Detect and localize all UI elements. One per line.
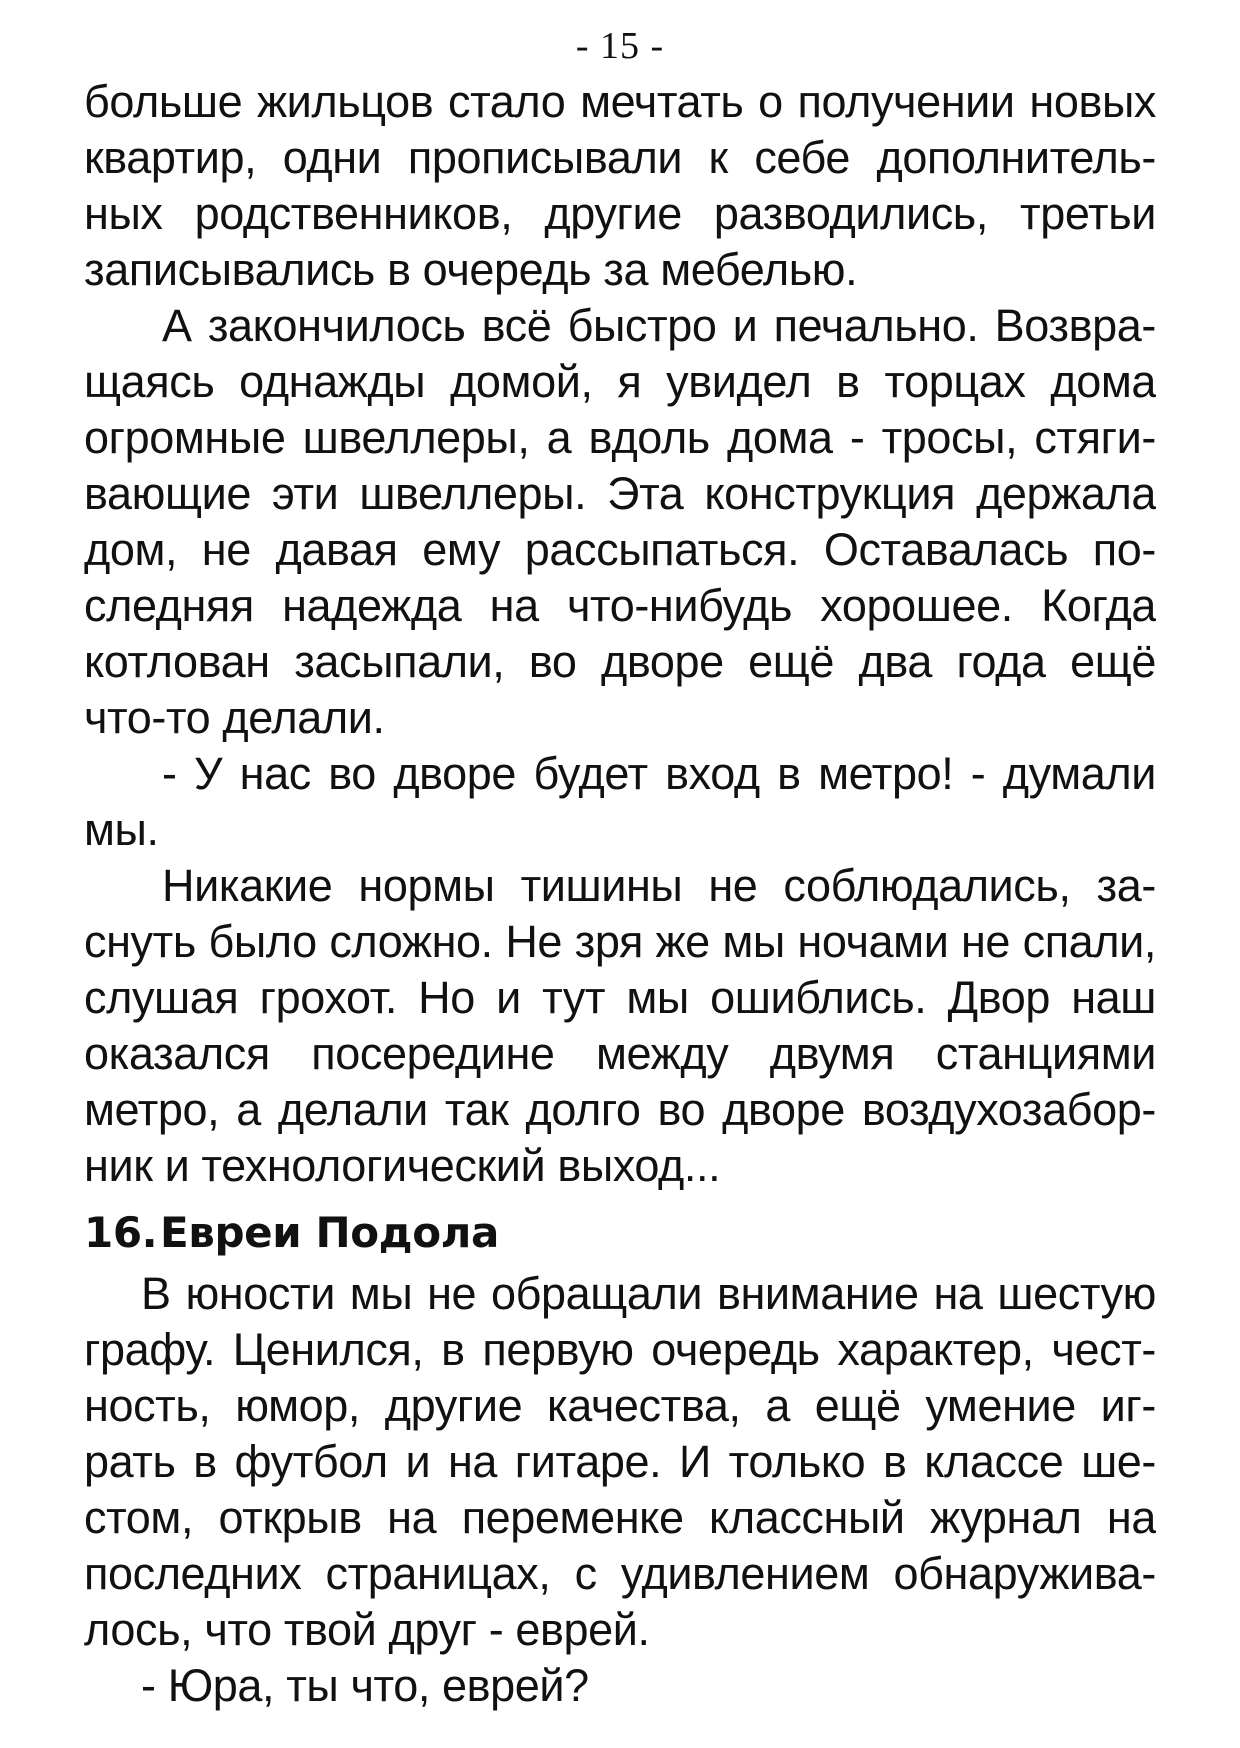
text-line: Никакие нормы тишины не соблюдались, за- bbox=[162, 860, 1156, 911]
text-line: слушая грохот. Но и тут мы ошиблись. Двор наш bbox=[84, 972, 1156, 1023]
text-line: метро, а делали так долго во дворе воздухозабор- bbox=[84, 1084, 1156, 1135]
paragraph bbox=[84, 1266, 1156, 1658]
text-line: мы. bbox=[84, 804, 159, 855]
text-line: что-то делали. bbox=[84, 692, 385, 743]
text-line: щаясь однажды домой, я увидел в торцах дома bbox=[84, 356, 1156, 407]
text-line: больше жильцов стало мечтать о получении новых bbox=[84, 76, 1156, 127]
text-line: последних страницах, с удивлением обнаружива- bbox=[84, 1548, 1156, 1599]
text-line: В юности мы не обращали внимание на шестую bbox=[141, 1268, 1156, 1319]
text-line: вающие эти швеллеры. Эта конструкция держала bbox=[84, 468, 1156, 519]
section-heading bbox=[84, 1202, 1156, 1264]
text-line: ных родственников, другие разводились, третьи bbox=[84, 188, 1156, 239]
section-number: 16. bbox=[84, 1208, 158, 1257]
text-line: графу. Ценился, в первую очередь характер, чест- bbox=[84, 1324, 1156, 1375]
text-line: снуть было сложно. Не зря же мы ночами не спали, bbox=[84, 916, 1156, 967]
text-line: ность, юмор, другие качества, а ещё умение иг- bbox=[84, 1380, 1156, 1431]
text-line: лось, что твой друг - еврей. bbox=[84, 1604, 650, 1655]
text-line: стом, открыв на переменке классный журнал на bbox=[84, 1492, 1156, 1543]
text-line: рать в футбол и на гитаре. И только в классе ше- bbox=[84, 1436, 1156, 1487]
text-line: записывались в очередь за мебелью. bbox=[84, 244, 858, 295]
paragraph bbox=[84, 298, 1156, 746]
paragraph bbox=[84, 74, 1156, 298]
page-text bbox=[84, 74, 1156, 1714]
text-line: оказался посередине между двумя станциями bbox=[84, 1028, 1156, 1079]
text-line: - Юра, ты что, еврей? bbox=[141, 1660, 589, 1711]
text-line: - У нас во дворе будет вход в метро! - думали bbox=[162, 748, 1156, 799]
text-line: огромные швеллеры, а вдоль дома - тросы, стяги- bbox=[84, 412, 1156, 463]
page-number: - 15 - bbox=[575, 25, 665, 67]
paragraph bbox=[84, 1658, 1156, 1714]
paragraph bbox=[84, 746, 1156, 858]
text-line: дом, не давая ему рассыпаться. Оставалась по- bbox=[84, 524, 1156, 575]
text-line: ник и технологический выход... bbox=[84, 1140, 721, 1191]
text-line: А закончилось всё быстро и печально. Возвра- bbox=[162, 300, 1156, 351]
section-title: Евреи Подола bbox=[160, 1208, 499, 1257]
text-line: котлован засыпали, во дворе ещё два года ещё bbox=[84, 636, 1156, 687]
paragraph bbox=[84, 858, 1156, 1194]
text-line: квартир, одни прописывали к себе дополнитель- bbox=[84, 132, 1156, 183]
text-line: следняя надежда на что-нибудь хорошее. Когда bbox=[84, 580, 1156, 631]
